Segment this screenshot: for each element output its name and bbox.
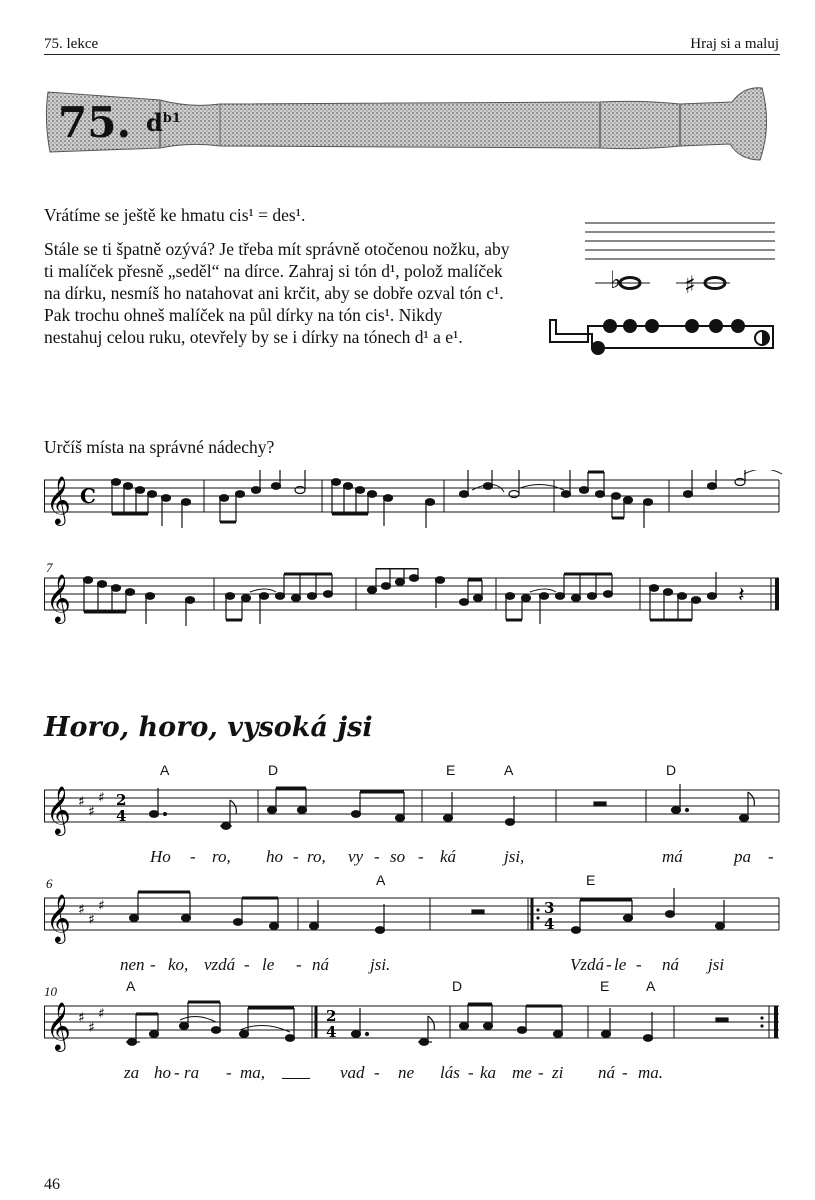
header-rule <box>44 54 780 55</box>
measure-number: 10 <box>44 984 57 999</box>
exercise-staff-2 <box>44 568 784 638</box>
fingering-chart <box>548 312 778 362</box>
measure-number: 6 <box>46 876 53 891</box>
lyric: - <box>622 1063 628 1082</box>
lyric: - <box>174 1063 180 1082</box>
lyric: - <box>150 955 156 974</box>
chord: D <box>452 978 463 994</box>
lyric: - <box>636 955 642 974</box>
song-staff-2 <box>44 888 784 952</box>
chord: A <box>126 978 136 994</box>
lyric: Vzdá <box>570 955 604 974</box>
quarter-rest-icon: 𝄽 <box>738 583 745 608</box>
lyric: - <box>374 1063 380 1082</box>
lyric: za <box>124 1063 140 1082</box>
page-number: 46 <box>44 1176 60 1193</box>
lyric: jsi, <box>504 847 525 866</box>
lyric: zi <box>552 1063 564 1082</box>
key-signature-sharps: ♯ <box>88 1020 95 1036</box>
lyric: le <box>262 955 275 974</box>
lyric: pa <box>734 847 751 866</box>
song-title: Horo, horo, vysoká jsi <box>44 712 373 743</box>
key-signature-sharps: ♯ <box>98 1006 105 1022</box>
lyric: ná <box>312 955 329 974</box>
lyric: ma, <box>240 1063 266 1082</box>
lyric: me <box>512 1063 532 1082</box>
lyric: - <box>418 847 424 866</box>
lyric: ho <box>154 1063 171 1082</box>
chord: A <box>504 762 514 778</box>
intro-para-line: nestahuj celou ruku, otevřely by se i dírky na tónech d¹ a e¹. <box>44 327 463 347</box>
lyric: - <box>768 847 774 866</box>
lyric: - <box>374 847 380 866</box>
lyric: ro, <box>212 847 231 866</box>
lyric: ká <box>440 847 457 866</box>
lyric: má <box>662 847 683 866</box>
lyric: - <box>244 955 250 974</box>
key-signature-sharps: ♯ <box>78 1010 85 1026</box>
key-signature-sharps: ♯ <box>78 902 85 918</box>
key-signature-sharps: ♯ <box>98 790 105 806</box>
time-signature-common: C <box>80 484 96 508</box>
header-right: Hraj si a maluj <box>690 36 779 52</box>
lyric: ro, <box>307 847 326 866</box>
lyric: - <box>293 847 299 866</box>
lyric: ko, <box>168 955 189 974</box>
lyric: Ho <box>150 847 171 866</box>
lyric: vy <box>348 847 364 866</box>
key-signature-sharps: ♯ <box>78 794 85 810</box>
intro-para-line: Pak trochu ohneš malíček na půl dírky na tón cis¹. Nikdy <box>44 305 443 325</box>
lyric: - <box>606 955 612 974</box>
time-sig-bottom: 4 <box>326 1023 337 1041</box>
exercise-staff-1 <box>44 470 784 540</box>
key-signature-sharps: ♯ <box>88 912 95 928</box>
time-sig-bottom: 4 <box>116 807 127 825</box>
lyric: vzdá <box>204 955 236 974</box>
lesson-note-sup: b1 <box>162 111 181 126</box>
treble-clef-icon: 𝄞 <box>46 1001 71 1050</box>
lesson-number: 75. <box>58 98 132 147</box>
intro-para-line: na dírku, nesmíš ho natahovat ani krčit, aby se dobře ozval tón c¹. <box>44 283 504 303</box>
chord: E <box>600 978 610 994</box>
chord: D <box>666 762 677 778</box>
lyric: - <box>226 1063 232 1082</box>
lyric: nen <box>120 955 145 974</box>
treble-clef-icon: 𝄞 <box>46 573 71 622</box>
chord: E <box>446 762 456 778</box>
sharp-sign: ♯ <box>684 271 696 299</box>
exercise-question: Určíš místa na správné nádechy? <box>44 437 275 457</box>
lyric: jsi <box>708 955 725 974</box>
lyric: ne <box>398 1063 415 1082</box>
lyric: ná <box>598 1063 615 1082</box>
lyric: ka <box>480 1063 497 1082</box>
chord: A <box>376 872 386 888</box>
intro-para-line: ti malíček přesně „seděl“ na dírce. Zahraj si tón d¹, polož malíček <box>44 261 503 281</box>
song-staff-3 <box>44 996 784 1060</box>
song-staff-1 <box>44 780 784 844</box>
treble-clef-icon: 𝄞 <box>46 785 71 834</box>
flat-sign: ♭ <box>610 266 622 294</box>
chord: A <box>646 978 656 994</box>
enharmonic-staff <box>580 215 780 305</box>
intro-para-line: Stále se ti špatně ozývá? Je třeba mít správně otočenou nožku, aby <box>44 239 510 259</box>
chord: E <box>586 872 596 888</box>
lyric: ra <box>184 1063 200 1082</box>
intro-line1: Vrátíme se ještě ke hmatu cis¹ = des¹. <box>44 205 306 225</box>
time-sig-top: 3 <box>544 899 555 917</box>
lyric: le <box>614 955 627 974</box>
lesson-note-letter: d <box>146 108 163 137</box>
header-left: 75. lekce <box>44 36 99 52</box>
time-sig-top: 2 <box>326 1007 337 1025</box>
time-sig-top: 2 <box>116 791 127 809</box>
lyric: vad <box>340 1063 365 1082</box>
chord: A <box>160 762 170 778</box>
lyric: jsi. <box>370 955 391 974</box>
key-signature-sharps: ♯ <box>98 898 105 914</box>
lyric: lás <box>440 1063 460 1082</box>
lyric: - <box>190 847 196 866</box>
treble-clef-icon: 𝄞 <box>46 893 71 942</box>
lyric: ho <box>266 847 283 866</box>
lyric: so <box>390 847 406 866</box>
key-signature-sharps: ♯ <box>88 804 95 820</box>
lyric: - <box>538 1063 544 1082</box>
lyric: - <box>468 1063 474 1082</box>
melisma-line <box>282 1078 310 1079</box>
lyric: ma. <box>638 1063 664 1082</box>
chord: D <box>268 762 279 778</box>
time-sig-bottom: 4 <box>544 915 555 933</box>
intro-paragraph <box>44 238 574 348</box>
lyric: ná <box>662 955 679 974</box>
treble-clef-icon: 𝄞 <box>46 475 71 524</box>
lyric: - <box>296 955 302 974</box>
lesson-note <box>146 108 181 137</box>
measure-number: 7 <box>46 560 53 575</box>
